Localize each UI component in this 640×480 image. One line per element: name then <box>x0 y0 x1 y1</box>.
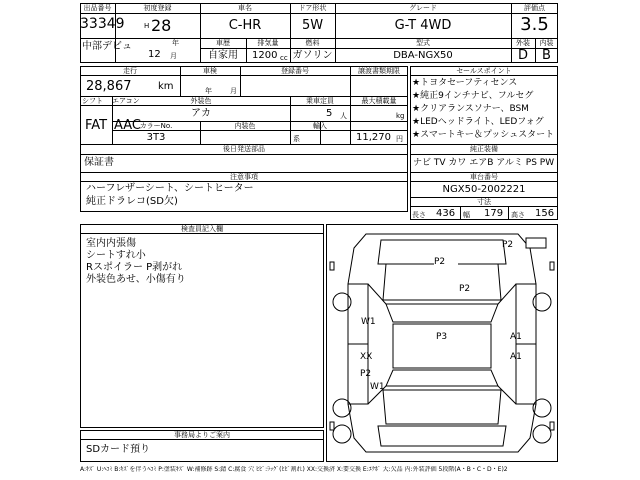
selling-item-4: ★LEDヘッドライト、LEDフォグ <box>412 117 544 127</box>
inspection-line-1: 室内内張傷 <box>86 238 136 249</box>
mark-p2-front-bumper: P2 <box>502 240 514 250</box>
import-label: 輸入 <box>313 122 327 130</box>
height-label: 高さ <box>511 211 525 219</box>
year-unit: 年 <box>172 39 179 47</box>
equip-value: ナビ TV カワ エアB アルミ PS PW <box>413 158 555 168</box>
reg-year: 28 <box>151 16 172 35</box>
doors-label: ドア形状 <box>298 4 327 12</box>
inspect-label: 車検 <box>203 67 217 75</box>
notes-header: 注意事項 <box>230 173 258 181</box>
mileage-value: 28,867 <box>86 79 132 94</box>
price-value: 11,270 <box>356 132 391 143</box>
mark-a1-right-front-door: A1 <box>510 332 522 342</box>
grade-value: G-T 4WD <box>394 18 452 33</box>
load-unit: kg <box>396 112 405 120</box>
width-label: 幅 <box>463 211 470 219</box>
ac-value: AAC <box>114 118 141 133</box>
warranty-value: 保証書 <box>84 157 114 168</box>
width-value: 179 <box>484 208 504 219</box>
regno-label: 登録番号 <box>281 67 309 75</box>
first-reg-label: 初度登録 <box>143 4 172 12</box>
disp-label: 排気量 <box>257 39 279 47</box>
inspection-header: 検査員記入欄 <box>181 225 223 233</box>
era: H <box>144 22 150 30</box>
inspect-year: 年 <box>205 87 212 95</box>
mark-xx-left-rear-door: XX <box>360 352 373 362</box>
score-label: 評価点 <box>524 4 545 12</box>
lot-number: 33349 <box>80 16 125 32</box>
int-label: 内装 <box>539 39 554 47</box>
chassis-header: 車台番号 <box>470 173 498 181</box>
reg-month: 12 <box>148 49 161 60</box>
mileage-unit: km <box>158 81 174 92</box>
ext-grade: D <box>517 48 528 63</box>
color-code: 3T3 <box>146 132 166 143</box>
note-line-1: ハーフレザーシート、シートヒーター <box>86 183 254 194</box>
legend-text: A:ｷｽﾞ U:ﾍｺﾐ B:ｷｽﾞを伴うﾍｺﾐ P:塗装ｷｽﾞ W:補修跡 S:錆 C:腐食 穴 ﾋﾋﾞ:ﾗｯｸﾞ(ﾋﾋﾞ割れ) XX:交換済 X:要交換 E:ｴｸﾎﾞ 大:欠品 内:外装評価 5段階(A・B・C・D・E)2 <box>80 466 508 473</box>
mileage-label: 走行 <box>123 67 137 75</box>
mark-p2-hood: P2 <box>434 257 446 267</box>
selling-item-2: ★純正9インチナビ、フルセグ <box>412 91 534 101</box>
fuel-label: 燃料 <box>305 39 320 47</box>
int-grade: B <box>542 48 551 63</box>
carname-label: 車名 <box>238 4 252 12</box>
note-line-2: 純正ドラレコ(SD欠) <box>86 196 178 207</box>
seats-value: 5 <box>326 108 333 119</box>
ac-label: エアコン <box>112 97 140 105</box>
inspection-line-3: Rスポイラー P剥がれ <box>86 262 183 273</box>
disp-value: 1200 <box>252 50 278 61</box>
recycle-label: 譲渡書類期限 <box>358 67 400 75</box>
seats-unit: 人 <box>340 112 347 120</box>
load-label: 最大積載量 <box>361 97 397 105</box>
grade-label: グレード <box>409 4 437 12</box>
mark-w1-left-front-door: W1 <box>361 317 376 327</box>
mark-p3-roof: P3 <box>436 332 448 342</box>
fuel-value: ガソリン <box>292 50 333 61</box>
inspect-month: 月 <box>230 87 237 95</box>
use-value: 自家用 <box>208 50 238 61</box>
mark-p2-windshield: P2 <box>459 284 471 294</box>
shift-value: FAT <box>85 118 108 133</box>
use-label: 車歴 <box>216 39 230 47</box>
chassis-value: NGX50-2002221 <box>442 184 526 195</box>
office-text: SDカード預り <box>86 444 151 455</box>
selling-item-5: ★スマートキー＆プッシュスタート <box>412 130 555 140</box>
selling-header: セールスポイント <box>456 67 512 75</box>
debut-label: 中部デビュ <box>82 41 132 52</box>
model-label: 型式 <box>416 39 430 47</box>
color-value: アカ <box>191 108 211 119</box>
model-value: DBA-NGX50 <box>393 50 453 61</box>
month-unit: 月 <box>170 52 177 60</box>
score-value: 3.5 <box>520 14 549 35</box>
damage-diagram <box>326 224 558 462</box>
length-value: 436 <box>436 208 456 219</box>
price-unit: 円 <box>396 135 403 143</box>
office-header: 事務局よりご案内 <box>174 431 230 439</box>
car-name: C-HR <box>228 18 262 33</box>
disp-unit: cc <box>280 54 288 62</box>
seats-label: 乗車定員 <box>306 97 334 105</box>
inspection-line-2: シートすれ小 <box>86 250 146 261</box>
interior-color-label: 内装色 <box>234 122 256 130</box>
length-label: 長さ <box>412 211 426 219</box>
height-value: 156 <box>535 208 555 219</box>
mark-w1-left-quarter: W1 <box>370 382 385 392</box>
color-label: 外装色 <box>190 97 212 105</box>
mark-a1-right-rear-door: A1 <box>510 352 522 362</box>
doors-value: 5W <box>301 18 324 33</box>
unit-ko: 系 <box>293 135 300 143</box>
warranty-header: 後日発送部品 <box>223 145 265 153</box>
equip-header: 純正装備 <box>470 145 498 153</box>
dims-header: 寸法 <box>477 198 491 206</box>
mark-p2-left-rear: P2 <box>360 369 372 379</box>
shift-label: シフト <box>82 97 103 105</box>
inspection-line-4: 外装色あせ、小傷有り <box>86 274 186 285</box>
lot-label: 出品番号 <box>83 4 112 12</box>
selling-item-3: ★クリアランスソナー、BSM <box>412 104 529 114</box>
ext-label: 外装 <box>516 39 530 47</box>
selling-item-1: ★トヨタセーフティセンス <box>412 78 518 88</box>
color-code-label: カラーNo. <box>139 122 173 130</box>
